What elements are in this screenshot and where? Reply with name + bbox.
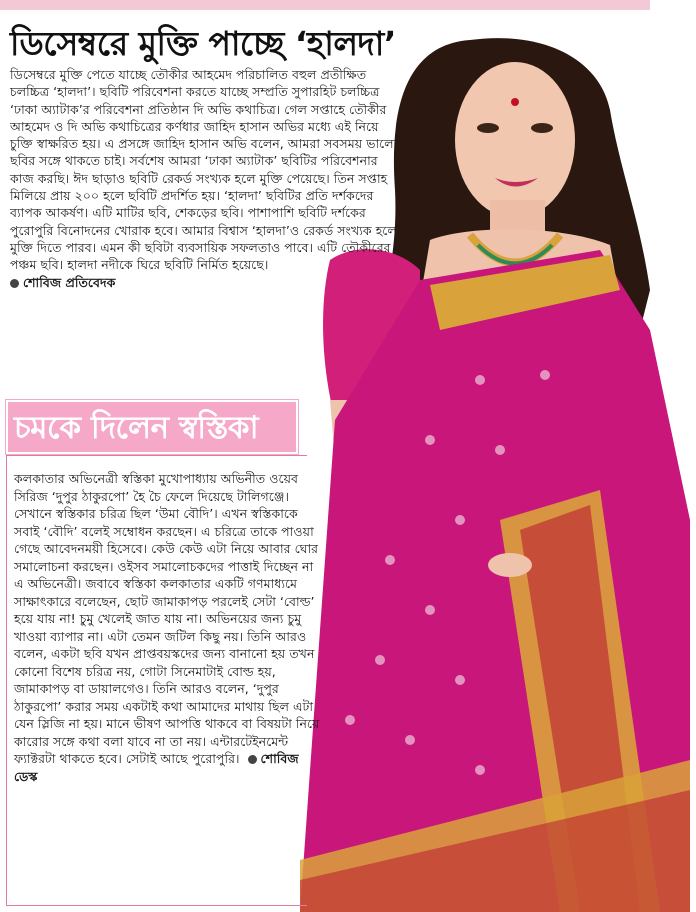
article1-credit: শোবিজ প্রতিবেদক [23,274,116,290]
face [455,62,575,218]
article2-text: কলকাতার অভিনেত্রী স্বস্তিকা মুখোপাধ্যায় অভিনীত ওয়েব সিরিজ ‘দুপুর ঠাকুরপো’ হৈ চৈ ফেলে দিয়েছে টালিগঞ্জে। সেখানে স্বস্তিকার চরিত্র ছিল ‘উমা বৌদি’। এখন স্বস্তিকাকে সবাই ‘বৌদি’ বলেই সম্বোধন করছেন। এ চরিত্রে তাকে পাওয়া গেছে আবেদনময়ী হিসেবে। কেউ কেউ এটা নিয়ে আবার ঘোর সমালোচনা করছেন। ওইসব সমালোচকদের পাত্তাই দিচ্ছেন না এ অভিনেত্রী। জবাবে স্বস্তিকা কলকাতার একটি গণমাধ্যমে সাক্ষাৎকারে বলেছেন, ছোট জামাকাপড় পরলেই সেটা ‘বোল্ড’ হয়ে যায় না! চুমু খেলেই জাত যায় না। অভিনয়ের জন্য চুমু খাওয়া ব্যাপার না। এটা তেমন জটিল কিছু নয়। তিনি আরও বলেন, একটা ছবি যখন প্রাপ্তবয়স্কদের জন্য বানানো হয় তখন কোনো বিশেষ চরিত্র নয়, গোটা সিনেমাটাই বোল্ড হয়, জামাকাপড় বা ডায়ালগেও। তিনি আরও বলেন, ‘দুপুর ঠাকুরপো’ করার সময় একটাই কথা আমাদের মাথায় ছিল এটা যেন স্লিজি না হয়। মানে ভীষণ আপত্তি থাকবে বা বিষয়টা নিয়ে কারোর সঙ্গে কথা বলা যাবে না তা নয়। এন্টারটেইনমেন্ট ফ্যাক্টরটা থাকতে হবে। সেটাই আছে পুরোপুরি। [14,471,320,766]
article1-credit-line [10,274,402,291]
article1-text: ডিসেম্বরে মুক্তি পেতে যাচ্ছে তৌকীর আহমেদ পরিচালিত বহুল প্রতীক্ষিত চলচ্চিত্র ‘হালদা’। ছবিটি পরিবেশনা করতে যাচ্ছে সম্প্রতি সুপারহিট চলচ্চিত্র ‘ঢাকা অ্যাটাক’র পরিবেশনা প্রতিষ্ঠান দি অভি কথাচিত্র। গেল সপ্তাহে তৌকীর আহমেদ ও দি অভি কথাচিত্রের কর্ণধার জাহিদ হাসান অভির মধ্যে এই নিয়ে চুক্তি স্বাক্ষরিত হয়। এ প্রসঙ্গে জাহিদ হাসান অভি বলেন, আমরা সবসময় ভালো ছবির সঙ্গে থাকতে চাই। সর্বশেষ আমরা ‘ঢাকা অ্যাটাক’ ছবিটির পরিবেশনার কাজ করছি। ঈদ ছাড়াও ছবিটি রেকর্ড সংখ্যক হলে মুক্তি পেয়েছে। তিন সপ্তাহ মিলিয়ে প্রায় ২০০ হলে ছবিটি প্রদর্শিত হয়। ‘হালদা’ ছবিটির প্রতি দর্শকদের ব্যাপক আকর্ষণ। এটি মাটির ছবি, শেকড়ের ছবি। পাশাপাশি ছবিটি দর্শকের পুরোপুরি বিনোদনের খোরাক হবে। আমার বিশ্বাস ‘হালদা’ও রেকর্ড সংখ্যক হলে মুক্তি দিতে পারব। এমন কী ছবিটা ব্যবসায়িক সফলতাও পাবে। এটি তৌকীরের পঞ্চম ছবি। হালদা নদীকে ঘিরে ছবিটি নির্মিত হয়েছে। [10,67,398,273]
article2-credit: শোবিজ ডেস্ক [14,751,299,784]
article1-body [10,66,402,291]
article1-title: ডিসেম্বরে মুক্তি পাচ্ছে ‘হালদা’ [10,24,396,63]
hand [488,553,532,577]
bullet-dot-icon [10,279,19,288]
article2-body [14,470,320,785]
article2-title: চমকে দিলেন স্বস্তিকা [14,410,259,446]
bullet-dot-icon [248,755,257,764]
